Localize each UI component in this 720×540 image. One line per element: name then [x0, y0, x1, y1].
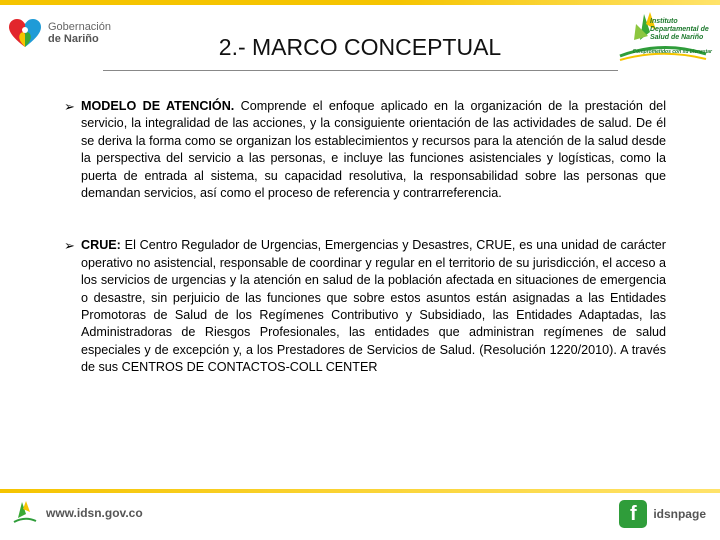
idsn-slogan: Comprometidos con su bienestar: [632, 49, 712, 55]
arrow-bullet-icon: ➢: [64, 238, 75, 254]
bottom-accent-stripe: [0, 489, 720, 493]
list-item: [64, 237, 666, 376]
org-line2: de Nariño: [48, 33, 99, 45]
facebook-handle[interactable]: idsnpage: [653, 507, 706, 521]
arrow-bullet-icon: ➢: [64, 99, 75, 114]
footer-website[interactable]: [12, 500, 143, 526]
footer-facebook[interactable]: [619, 500, 706, 528]
item-text: Comprende el enfoque aplicado en la organización de la prestación del servicio, la integralidad de las acciones, y la consiguiente orientación de las actividades de salud. De él se deriva la forma como se organizan los establecimientos y recursos para la atención de la salud desde la perspectiva del servicio a las personas, e incluye las funciones asistenciales y logísticas, como la puerta de entrada al sistema, su capacidad resolutiva, la responsabilidad sobre las personas que demandan servicios, así como el proceso de referencia y contrarreferencia.: [81, 99, 666, 201]
top-accent-stripe: [0, 0, 720, 5]
org-line1: Gobernación: [48, 21, 111, 33]
idsn-name: Instituto Departamental de Salud de Nariño: [650, 18, 709, 41]
content-body: [64, 98, 666, 377]
facebook-icon[interactable]: f: [619, 500, 647, 528]
item-term: CRUE:: [81, 238, 121, 253]
page-title: 2.- MARCO CONCEPTUAL: [218, 34, 502, 60]
item-text: El Centro Regulador de Urgencias, Emergencias y Desastres, CRUE, es una unidad de carácter operativo no asistencial, responsable de coordinar y regular en el territorio de su jurisdicción, el acceso a los servicios de urgencias y la atención en salud de la población afectada en situaciones de emergencia o desastre, sin perjuicio de las funciones que sobre estos asuntos están asignadas a las Entidades Promotoras de Salud de los Regímenes Contributivo y Subsidiado, las Entidades Adaptadas, las Administradoras de Riesgos Profesionales, las entidades que administran regímenes de salud especiales y de excepción y, a los Prestadores de Servicios de Salud. (Resolución 1220/2010). A través de sus CENTROS DE CONTACTOS-COLL CENTER: [81, 238, 666, 375]
list-item: [64, 98, 666, 202]
website-url[interactable]: www.idsn.gov.co: [46, 506, 143, 520]
idsn-small-logo-icon: [12, 500, 38, 526]
item-paragraph: [81, 237, 666, 376]
item-term: MODELO DE ATENCIÓN.: [81, 99, 235, 113]
title-divider: [103, 70, 618, 71]
item-paragraph: [81, 98, 666, 202]
